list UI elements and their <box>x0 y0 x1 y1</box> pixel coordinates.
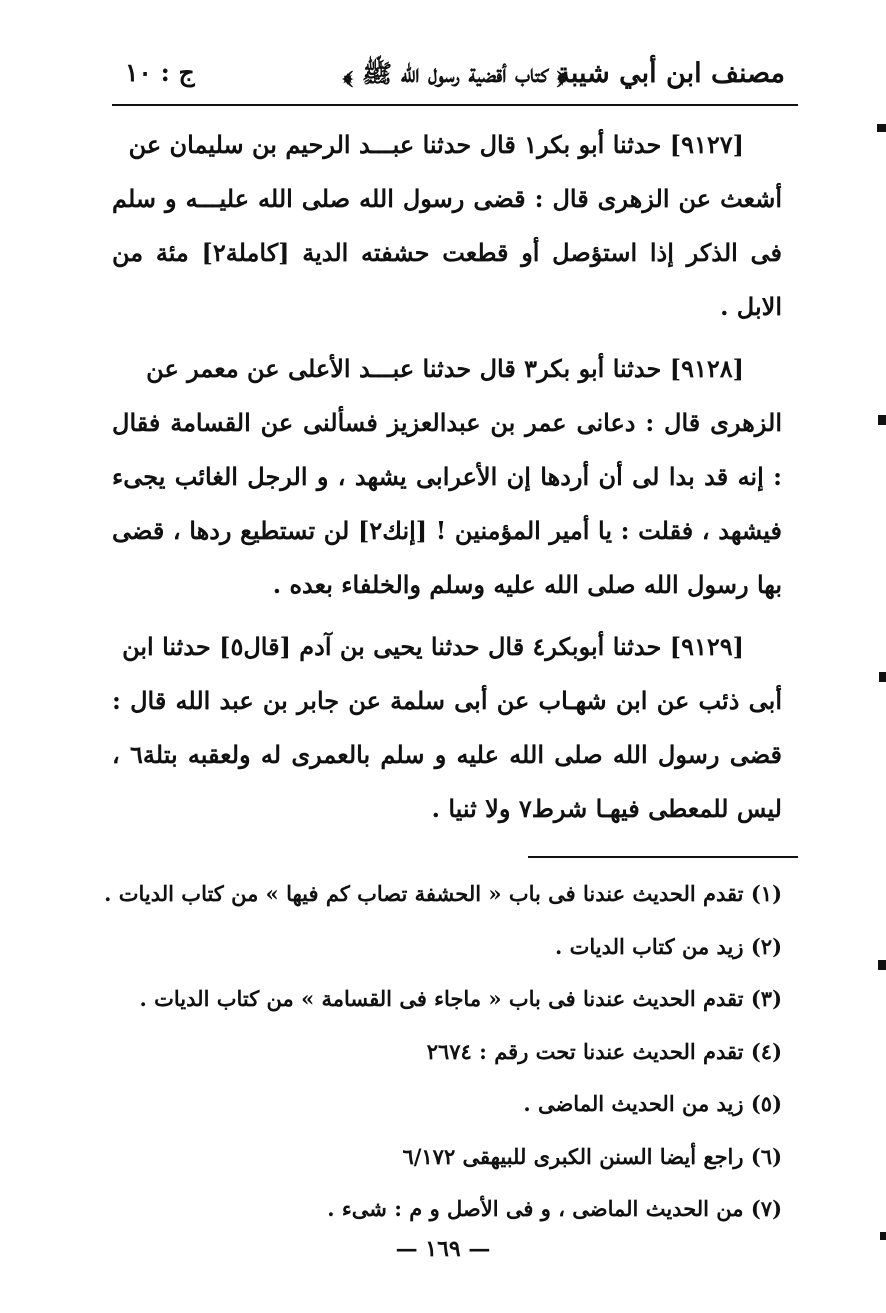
scan-mark <box>878 960 886 970</box>
footnotes <box>104 868 782 1236</box>
hadith-body: الزهرى قال : دعانى عمر بن عبدالعزيز فسألنى عن القسامة فقال : إنه قد بدا لى أن أردها إن الأعرابى يشهد ، و الرجل الغائب يجىء فيشهد ، فقلت : يا أمير المؤمنين ! [إنك٢] لن تستطيع ردها ، قضى بها رسول الله صلى الله عليه وسلم والخلفاء بعده . <box>112 408 783 599</box>
hadith-9128 <box>112 342 782 612</box>
footnote-2: (٢) زيد من كتاب الديات . <box>554 933 782 959</box>
footnote-7: (٧) من الحديث الماضى ، و فى الأصل و م : شىء . <box>327 1196 782 1221</box>
page-number: — ١٦٩ — <box>395 1236 491 1262</box>
footnote-3: (٣) تقدم الحديث عندنا فى باب « ماجاء فى القسامة » من كتاب الديات . <box>139 986 782 1011</box>
header-rule <box>112 104 798 106</box>
hadith-9129 <box>112 620 782 836</box>
book-title: مصنف ابن أبي شيبة <box>556 58 785 89</box>
footnote-1: (١) تقدم الحديث عندنا فى باب « الحشفة تصاب كم فيها » من كتاب الديات . <box>104 881 782 906</box>
hadith-9127 <box>112 118 782 334</box>
hadith-body: أشعث عن الزهرى قال : قضى رسول الله صلى الله عليـــه و سلم فى الذكر إذا استؤصل أو قطعت حشفته الدية [كاملة٢] مئة من الابل . <box>112 184 782 321</box>
footnote-4: (٤) تقدم الحديث عندنا تحت رقم : ٢٦٧٤ <box>426 1038 782 1064</box>
scan-mark <box>878 415 886 425</box>
scan-mark <box>880 1232 886 1240</box>
scan-mark <box>877 124 886 132</box>
hadith-first-line: [٩١٢٧] حدثنا أبو بكر١ قال حدثنا عبـــد الرحيم بن سليمان عن <box>128 130 744 159</box>
chapter-title: ﴿ كتاب أقضية رسول الله ﷺ ﴾ <box>342 59 568 88</box>
hadith-body: أبى ذئب عن ابن شهـاب عن أبى سلمة عن جابر بن عبد الله قال : قضى رسول الله صلى الله عليه و سلم بالعمرى له ولعقبه بتلة٦ ، ليس للمعطى فيهـا شرط٧ ولا ثنيا . <box>112 686 782 823</box>
hadith-first-line: [٩١٢٩] حدثنا أبوبكر٤ قال حدثنا يحيى بن آدم [قال٥] حدثنا ابن <box>122 632 744 661</box>
footnote-6: (٦) راجع أيضا السنن الكبرى للبيهقى ٦/١٧٢ <box>402 1143 782 1169</box>
volume-number: ج : ١٠ <box>125 58 195 87</box>
hadith-first-line: [٩١٢٨] حدثنا أبو بكر٣ قال حدثنا عبـــد الأعلى عن معمر عن <box>146 354 744 383</box>
footnote-rule <box>528 856 798 858</box>
footnote-5: (٥) زيد من الحديث الماضى . <box>523 1091 782 1116</box>
running-header <box>115 52 785 98</box>
main-text <box>112 118 782 844</box>
scan-mark <box>879 672 886 682</box>
